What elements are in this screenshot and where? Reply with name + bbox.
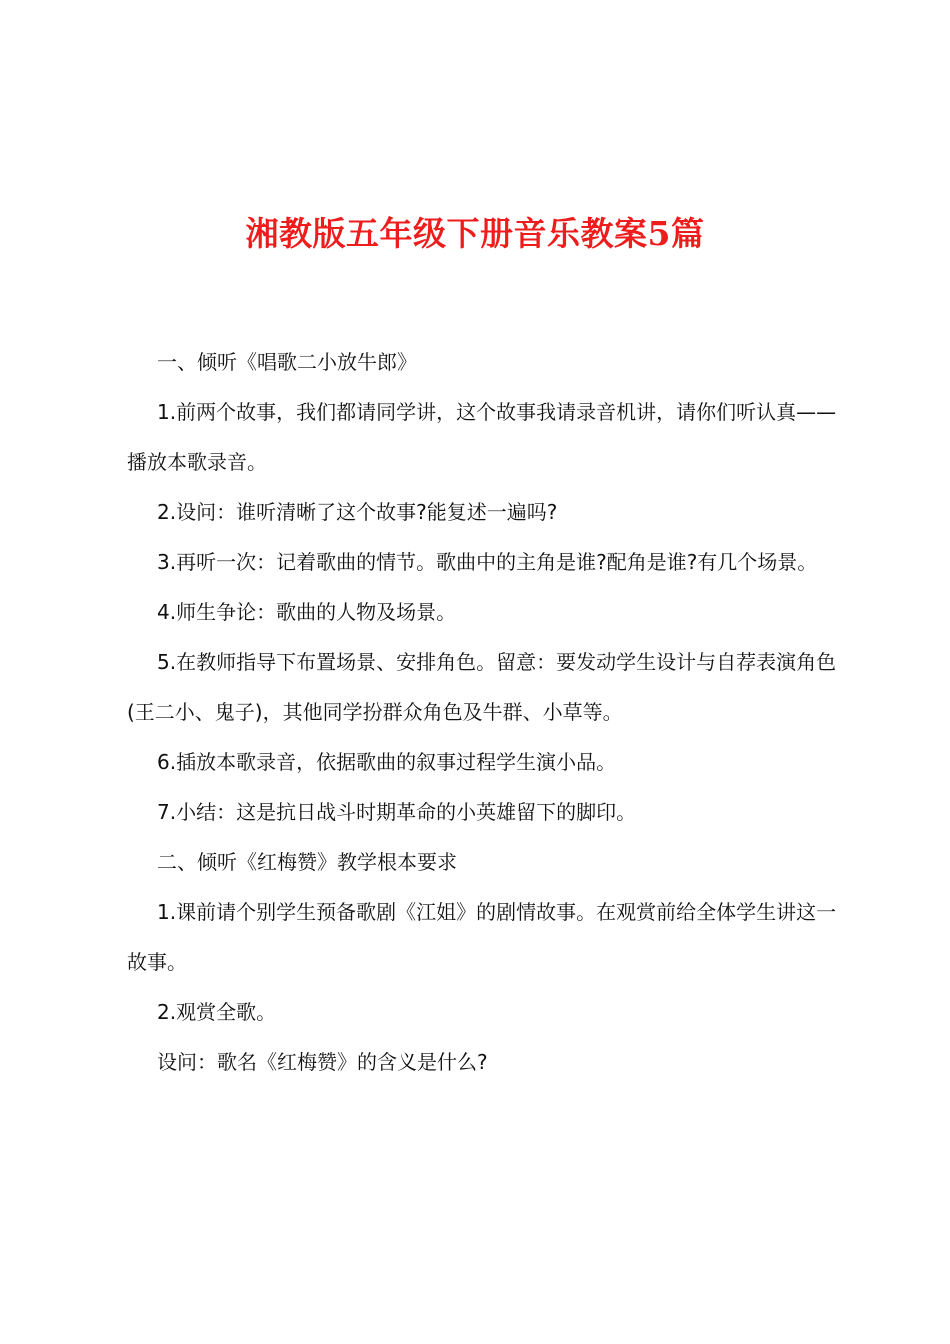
section-heading-2: 二、倾听《红梅赞》教学根本要求	[157, 850, 457, 874]
paragraph-item-1: 1.前两个故事，我们都请同学讲，这个故事我请录音机讲，请你们听认真——播放本歌录音。	[127, 400, 837, 474]
document-body	[127, 337, 837, 1087]
document-title: 湘教版五年级下册音乐教案5篇	[245, 214, 705, 253]
paragraph-item-6: 6.插放本歌录音，依据歌曲的叙事过程学生演小品。	[157, 750, 617, 774]
section-heading-1: 一、倾听《唱歌二小放牛郎》	[157, 350, 417, 374]
paragraph-item-4: 4.师生争论：歌曲的人物及场景。	[157, 600, 457, 624]
paragraph-item-3: 3.再听一次：记着歌曲的情节。歌曲中的主角是谁?配角是谁?有几个场景。	[157, 550, 818, 574]
paragraph-item-5: 5.在教师指导下布置场景、安排角色。留意：要发动学生设计与自荐表演角色(王二小、鬼子)，其他同学扮群众角色及牛群、小草等。	[127, 650, 837, 724]
paragraph-item-2: 2.设问：谁听清晰了这个故事?能复述一遍吗?	[157, 500, 558, 524]
paragraph-item-7: 7.小结：这是抗日战斗时期革命的小英雄留下的脚印。	[157, 800, 637, 824]
paragraph-item-9: 2.观赏全歌。	[157, 1000, 277, 1024]
paragraph-item-8: 1.课前请个别学生预备歌剧《江姐》的剧情故事。在观赏前给全体学生讲这一故事。	[127, 900, 837, 974]
paragraph-question: 设问：歌名《红梅赞》的含义是什么?	[157, 1050, 488, 1074]
